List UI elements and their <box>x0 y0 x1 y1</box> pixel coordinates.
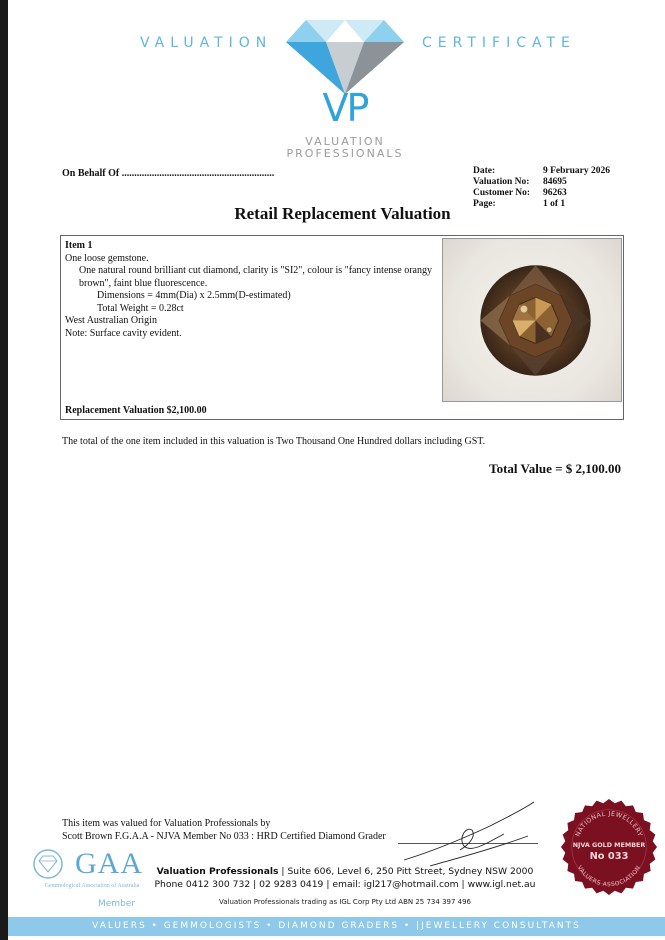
diamond-logo-icon <box>286 20 404 94</box>
meta-row <box>473 188 610 199</box>
replacement-valuation: Replacement Valuation $2,100.00 <box>65 405 207 416</box>
item-line: One natural round brilliant cut diamond, clarity is "SI2", colour is "fancy intense orangy brown", faint blue fluorescence. <box>79 265 432 289</box>
gaa-subtitle: Gemmological Association of Australia <box>44 883 140 889</box>
item-description <box>65 240 435 340</box>
gaa-member-label: Member <box>98 899 136 909</box>
item-line: Dimensions = 4mm(Dia) x 2.5mm(D-estimated) <box>97 290 291 301</box>
meta-value: 96263 <box>543 188 567 198</box>
meta-label: Valuation No: <box>473 177 530 187</box>
logo-subtitle-professionals: PROFESSIONALS <box>286 147 404 160</box>
item-heading: Item 1 <box>65 240 93 251</box>
item-line: Total Weight = 0.28ct <box>97 302 184 314</box>
item-line: Note: Surface cavity evident. <box>65 327 182 339</box>
contact-block <box>150 865 540 891</box>
footer-banner: VALUERS • GEMMOLOGISTS • DIAMOND GRADERS • |JEWELLERY CONSULTANTS <box>8 917 665 936</box>
valuer-line: This item was valued for Valuation Professionals by <box>62 818 271 829</box>
valuer-line: Scott Brown F.G.A.A - NJVA Member No 033 : HRD Certified Diamond Grader <box>62 831 386 842</box>
total-value: Total Value = $ 2,100.00 <box>489 461 621 476</box>
njva-seal-icon <box>560 798 658 896</box>
company-address: | Suite 606, Level 6, 250 Pitt Street, Sydney NSW 2000 <box>278 866 534 877</box>
on-behalf-of: On Behalf Of ............................................................. <box>62 168 275 179</box>
meta-label: Date: <box>473 166 496 176</box>
meta-label: Page: <box>473 199 496 209</box>
meta-value: 84695 <box>543 177 567 187</box>
meta-row <box>473 166 610 177</box>
seal-bottom-text: VALUERS ASSOCIATION <box>575 864 643 889</box>
total-description: The total of the one item included in this valuation is Two Thousand One Hundred dollars including GST. <box>62 436 486 447</box>
meta-value: 9 February 2026 <box>543 166 611 176</box>
item-line: West Australian Origin <box>65 315 157 326</box>
seal-top-text: NATIONAL JEWELLERY <box>573 809 645 838</box>
header-certificate-word: CERTIFICATE <box>422 35 576 51</box>
left-edge-bar <box>0 0 8 940</box>
signature-icon <box>400 800 540 870</box>
gaa-name: GAA <box>75 847 143 880</box>
seal-member-text: NJVA GOLD MEMBER <box>572 841 646 849</box>
item-box <box>60 235 624 420</box>
meta-label: Customer No: <box>473 188 531 198</box>
diamond-gem-icon <box>478 263 593 378</box>
meta-row <box>473 177 610 188</box>
company-name: Valuation Professionals <box>156 866 279 877</box>
gem-photo <box>442 238 622 402</box>
item-line: One loose gemstone. <box>65 252 149 264</box>
logo-subtitle-valuation: VALUATION <box>305 135 385 148</box>
seal-number-text: No 033 <box>589 850 629 862</box>
contact-address-line <box>150 865 540 878</box>
document-title: Retail Replacement Valuation <box>234 204 451 223</box>
vp-logo-letters: VP <box>322 86 368 130</box>
contact-phones: Phone 0412 300 732 | 02 9283 0419 | email: igl217@hotmail.com | www.igl.net.au <box>154 879 536 890</box>
meta-value: 1 of 1 <box>543 199 566 209</box>
header-valuation-word: VALUATION <box>140 35 273 51</box>
valuer-statement <box>62 817 386 843</box>
trading-as: Valuation Professionals trading as IGL Corp Pty Ltd ABN 25 734 397 496 <box>218 898 472 906</box>
